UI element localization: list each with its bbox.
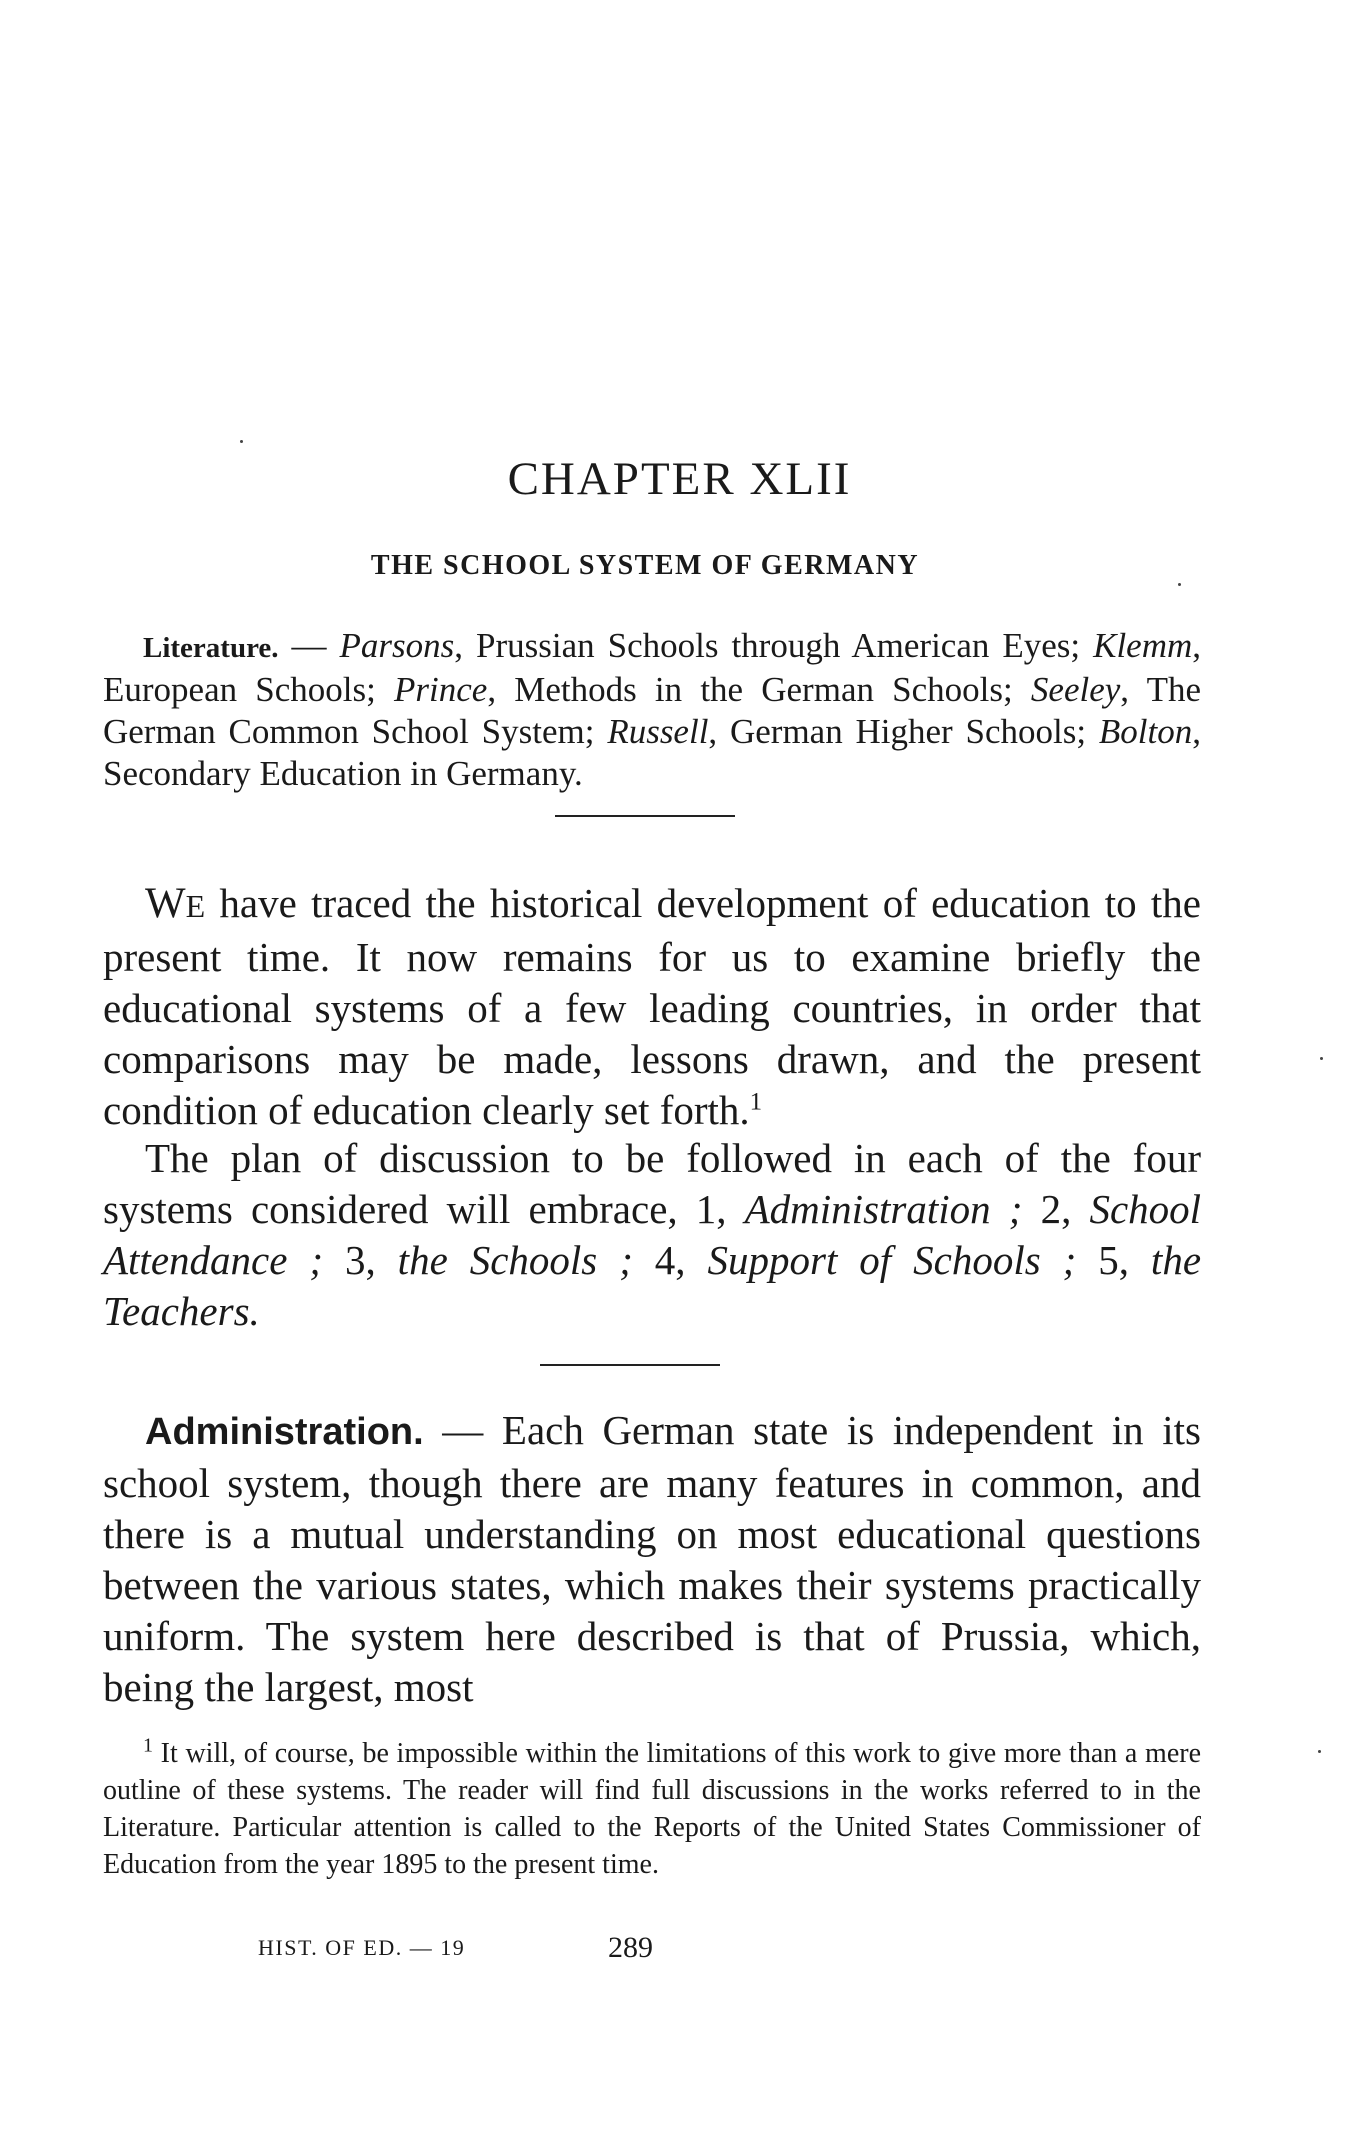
chapter-number: CHAPTER XLII <box>507 453 852 505</box>
plan-item-separator: ; <box>1040 1237 1099 1283</box>
literature-list: Literature. — Parsons, Prussian Schools through American Eyes; Klemm, European Schools; Prince, Methods in the German Schools; Seeley, The German Common School System; Russell, German Higher Schools; Bolton, Secondary Education in Germany. <box>103 626 1201 793</box>
drop-word-rest: E <box>185 888 206 924</box>
plan-paragraph <box>103 1133 1201 1337</box>
literature-title: Prussian Schools through American Eyes <box>463 626 1071 665</box>
administration-paragraph <box>103 1405 1201 1713</box>
plan-item-number: 2, <box>1040 1186 1090 1232</box>
literature-author: Prince <box>394 670 488 709</box>
plan-item-separator: ; <box>597 1237 655 1283</box>
scan-speck <box>240 440 243 443</box>
drop-word <box>145 880 205 927</box>
scan-speck <box>1318 1750 1321 1753</box>
literature-author: Bolton <box>1098 712 1193 751</box>
chapter-title: THE SCHOOL SYSTEM OF GERMANY <box>370 550 920 581</box>
literature-dash: — <box>278 626 340 665</box>
footnote-text: It will, of course, be impossible within the limitations of this work to give more than a mere outline of these systems. The reader will find full discussions in the works referred to in the Literature. Particular attention is called to the Reports of the United States Commissioner of Education from the year 1895 to the present time. <box>103 1738 1201 1880</box>
plan-item-number: 5, <box>1098 1237 1151 1283</box>
literature-author: Klemm <box>1093 626 1193 665</box>
plan-item-separator: ; <box>990 1186 1041 1232</box>
literature-title: German Higher Schools <box>717 712 1077 751</box>
plan-item-label: Support of Schools <box>707 1237 1041 1283</box>
footnote-mark: 1 <box>143 1734 153 1757</box>
literature-author: Seeley <box>1030 670 1121 709</box>
section-heading: Administration. <box>145 1411 424 1453</box>
literature-label: Literature. <box>143 632 279 664</box>
drop-word-initial: W <box>145 880 186 927</box>
literature-author: Russell <box>607 712 709 751</box>
literature-title: European Schools <box>103 670 367 709</box>
plan-item-label: the Teachers. <box>103 1237 1202 1334</box>
footnote <box>103 1735 1201 1883</box>
section-dash: — <box>423 1407 502 1453</box>
administration-text: Each German state is independent in its school system, though there are many features in common, and there is a mutual understanding on most educational questions between the various states, which makes their systems practically uniform. The system here described is that of Prussia, which, being the largest, most <box>103 1407 1202 1710</box>
page-number: 289 <box>608 1931 653 1964</box>
literature-title: The German Common School System <box>103 670 1201 751</box>
section-divider <box>555 815 735 817</box>
plan-item-label: the Schools <box>397 1237 598 1283</box>
intro-paragraph <box>103 878 1201 1136</box>
footnote-reference: 1 <box>749 1088 763 1116</box>
literature-author: Parsons <box>339 626 455 665</box>
plan-item-number: 3, <box>344 1237 398 1283</box>
literature-title: Methods in the German Schools <box>496 670 1003 709</box>
section-divider <box>540 1364 720 1366</box>
plan-item-number: 4, <box>654 1237 708 1283</box>
scan-speck <box>1320 1057 1323 1060</box>
signature-mark: HIST. OF ED. — 19 <box>258 1935 466 1960</box>
plan-item-label: School Attendance <box>103 1186 1202 1283</box>
plan-item-separator: ; <box>287 1237 345 1283</box>
plan-item-number: 1, <box>695 1186 745 1232</box>
plan-intro: The plan of discussion to be followed in each of the four systems considered will embrace, <box>103 1135 1201 1232</box>
scan-speck <box>1178 583 1181 586</box>
plan-item-label: Administration <box>744 1186 991 1232</box>
intro-text: have traced the historical development of education to the present time. It now remains for us to examine briefly the educational systems of a few leading countries, in order that comparisons may be made, lessons drawn, and the present condition of education clearly set forth. <box>103 880 1201 1133</box>
literature-title: Secondary Education in Germany. <box>103 754 583 793</box>
